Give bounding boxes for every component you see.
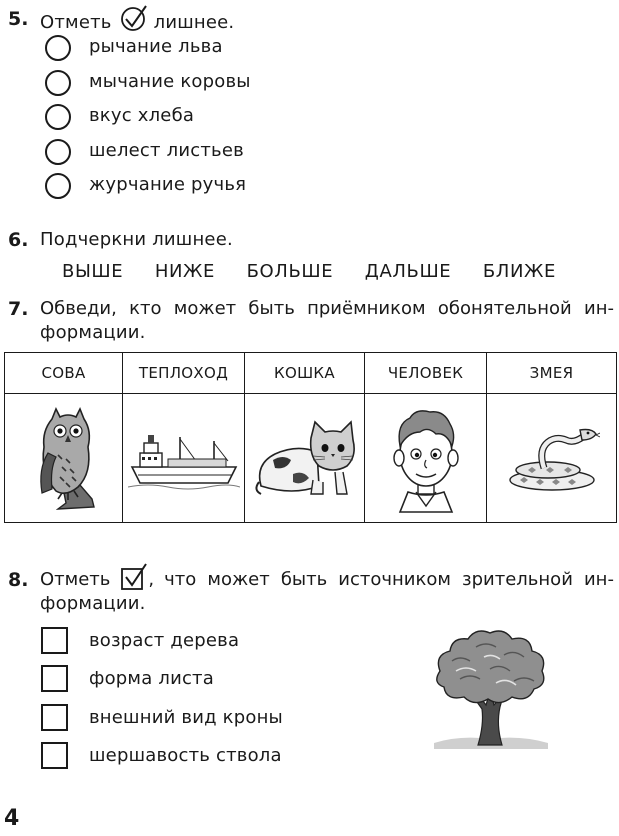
task-5-number: 5. [8, 8, 29, 30]
task-8-option-3: внешний вид кроны [89, 707, 283, 728]
check-in-circle-icon [120, 4, 150, 32]
task-5-option-5-circle[interactable] [45, 173, 71, 199]
task-6-prompt: Подчеркни лишнее. [40, 229, 233, 250]
task-5-option-2-circle[interactable] [45, 70, 71, 96]
task-7-word: может [173, 298, 237, 319]
ship-cell[interactable] [123, 394, 245, 523]
task-8-word: что [164, 568, 197, 590]
task-6-word-5[interactable]: БЛИЖЕ [482, 261, 556, 282]
task-7-prompt-line-2: формации. [40, 322, 146, 343]
task-7-word: кто [129, 298, 162, 319]
column-label-cat: КОШКА [245, 353, 365, 394]
task-8-option-1: возраст дерева [89, 630, 240, 651]
task-7-word: обонятельной [437, 298, 572, 319]
task-8-word: источником [338, 568, 451, 590]
animals-table [4, 352, 617, 523]
column-label-snake: ЗМЕЯ [487, 353, 617, 394]
task-5-option-5: журчание ручья [89, 174, 247, 195]
task-8-word: быть [280, 568, 328, 590]
task-5-option-1-circle[interactable] [45, 35, 71, 61]
task-6-word-3[interactable]: БОЛЬШЕ [246, 261, 334, 282]
cat-icon [253, 416, 357, 500]
task-6-word-1[interactable]: ВЫШЕ [62, 261, 124, 282]
task-5-option-3: вкус хлеба [89, 105, 195, 126]
task-8-option-2: форма листа [89, 668, 214, 689]
task-6-word-row [62, 261, 556, 282]
human-cell[interactable] [365, 394, 487, 523]
column-label-owl: СОВА [5, 353, 123, 394]
task-5-option-1: рычание льва [89, 36, 223, 57]
task-8-number: 8. [8, 569, 29, 591]
task-8-word: ин- [583, 568, 614, 590]
column-label-ship: ТЕПЛОХОД [123, 353, 245, 394]
task-8-word: зрительной [462, 568, 573, 590]
task-6-number: 6. [8, 229, 29, 251]
task-5-prompt-after: лишнее. [153, 11, 235, 33]
ship-icon [128, 423, 240, 493]
check-in-square-icon [120, 563, 148, 591]
task-8-option-2-box[interactable] [41, 665, 68, 692]
task-7-number: 7. [8, 298, 29, 320]
boy-icon [386, 402, 466, 514]
task-8-option-3-box[interactable] [41, 704, 68, 731]
owl-cell[interactable] [5, 394, 123, 523]
task-5-prompt [40, 8, 234, 36]
task-8-option-1-box[interactable] [41, 627, 68, 654]
snake-cell[interactable] [487, 394, 617, 523]
task-6-word-4[interactable]: ДАЛЬШЕ [364, 261, 452, 282]
task-8-prompt-before: Отметь [40, 568, 111, 590]
task-6-word-2[interactable]: НИЖЕ [154, 261, 216, 282]
task-8-prompt-line-1 [40, 565, 614, 593]
task-8-word: , [148, 568, 155, 590]
task-8-word: может [207, 568, 270, 590]
task-7-word: быть [248, 298, 295, 319]
task-8-prompt-rest [148, 569, 614, 590]
tree-icon [430, 625, 550, 753]
task-7-word: Обведи, [40, 298, 117, 319]
task-7-word: приёмником [307, 298, 426, 319]
cat-cell[interactable] [245, 394, 365, 523]
task-5-prompt-before: Отметь [40, 11, 112, 33]
task-5-option-3-circle[interactable] [45, 104, 71, 130]
owl-icon [22, 403, 106, 513]
column-label-human: ЧЕЛОВЕК [365, 353, 487, 394]
task-5-option-4-circle[interactable] [45, 139, 71, 165]
page-number: 4 [4, 806, 20, 831]
task-7-prompt-line-1 [40, 298, 614, 319]
snake-icon [504, 420, 600, 496]
task-8-prompt-line-2: формации. [40, 593, 146, 614]
task-5-option-4: шелест листьев [89, 140, 244, 161]
task-8-option-4: шершавость ствола [89, 745, 282, 766]
task-8-option-4-box[interactable] [41, 742, 68, 769]
task-5-option-2: мычание коровы [89, 71, 251, 92]
task-7-word: ин- [584, 298, 614, 319]
